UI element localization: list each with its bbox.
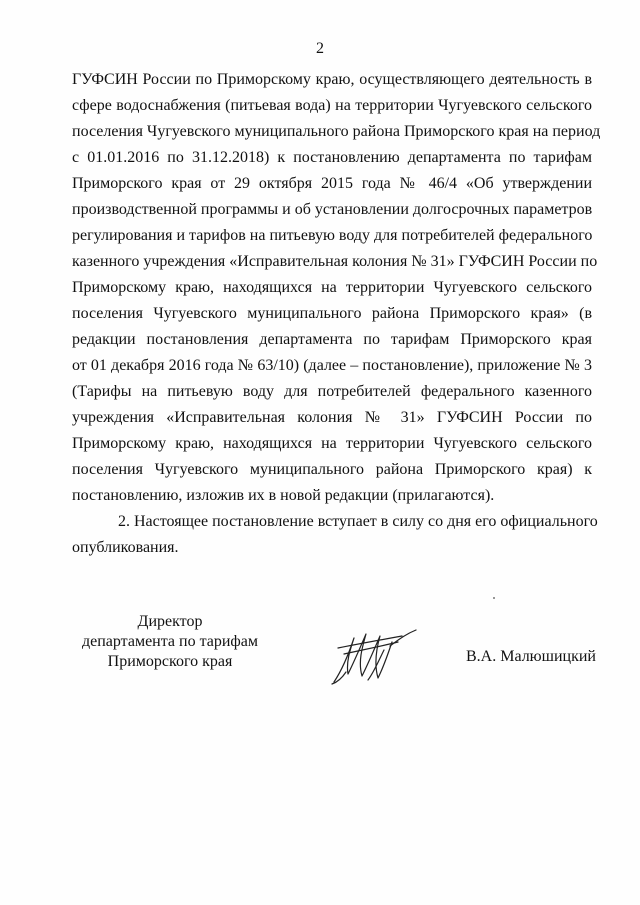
- handwritten-signature: [328, 626, 420, 686]
- body-line: Приморскому краю, находящихся на территории Чугуевского сельского: [72, 279, 592, 296]
- body-line: учреждения «Исправительная колония № 31» ГУФСИН России по: [72, 409, 592, 426]
- paragraph-2-line: опубликования.: [72, 539, 179, 556]
- page-number: 2: [316, 40, 324, 57]
- body-line: (Тарифы на питьевую воду для потребителей федерального казенного: [72, 383, 592, 400]
- signatory-title-line: Приморского края: [107, 653, 233, 670]
- body-line: сфере водоснабжения (питьевая вода) на территории Чугуевского сельского: [72, 97, 592, 114]
- signatory-title-line: Директор: [137, 613, 203, 630]
- body-line: Приморскому краю, находящихся на территории Чугуевского сельского: [72, 435, 592, 452]
- body-line: постановлению, изложив их в новой редакции (прилагаются).: [72, 487, 495, 504]
- body-line: казенного учреждения «Исправительная колония № 31» ГУФСИН России по: [72, 253, 598, 270]
- body-line: редакции постановления департамента по тарифам Приморского края: [72, 331, 592, 348]
- paragraph-2-line: 2. Настоящее постановление вступает в силу со дня его официального: [118, 513, 598, 530]
- signatory-title-line: департамента по тарифам: [81, 633, 259, 650]
- signatory-title: [70, 612, 270, 672]
- body-line: производственной программы и об установлении долгосрочных параметров: [72, 201, 593, 218]
- body-line: Приморского края от 29 октября 2015 года № 46/4 «Об утверждении: [72, 175, 592, 192]
- body-line: ГУФСИН России по Приморскому краю, осуществляющего деятельность в: [72, 71, 592, 88]
- scan-speck: [493, 597, 495, 599]
- body-line: поселения Чугуевского муниципального района Приморского края» (в: [72, 305, 592, 322]
- body-line: поселения Чугуевского муниципального района Приморского края на период: [72, 123, 601, 140]
- body-line: регулирования и тарифов на питьевую воду для потребителей федерального: [72, 227, 593, 244]
- body-line: от 01 декабря 2016 года № 63/10) (далее – постановление), приложение № 3: [72, 357, 592, 374]
- body-line: с 01.01.2016 по 31.12.2018) к постановлению департамента по тарифам: [72, 149, 592, 166]
- body-line: поселения Чугуевского муниципального района Приморского края) к: [72, 461, 592, 478]
- signatory-name: В.А. Малюшицкий: [466, 648, 596, 665]
